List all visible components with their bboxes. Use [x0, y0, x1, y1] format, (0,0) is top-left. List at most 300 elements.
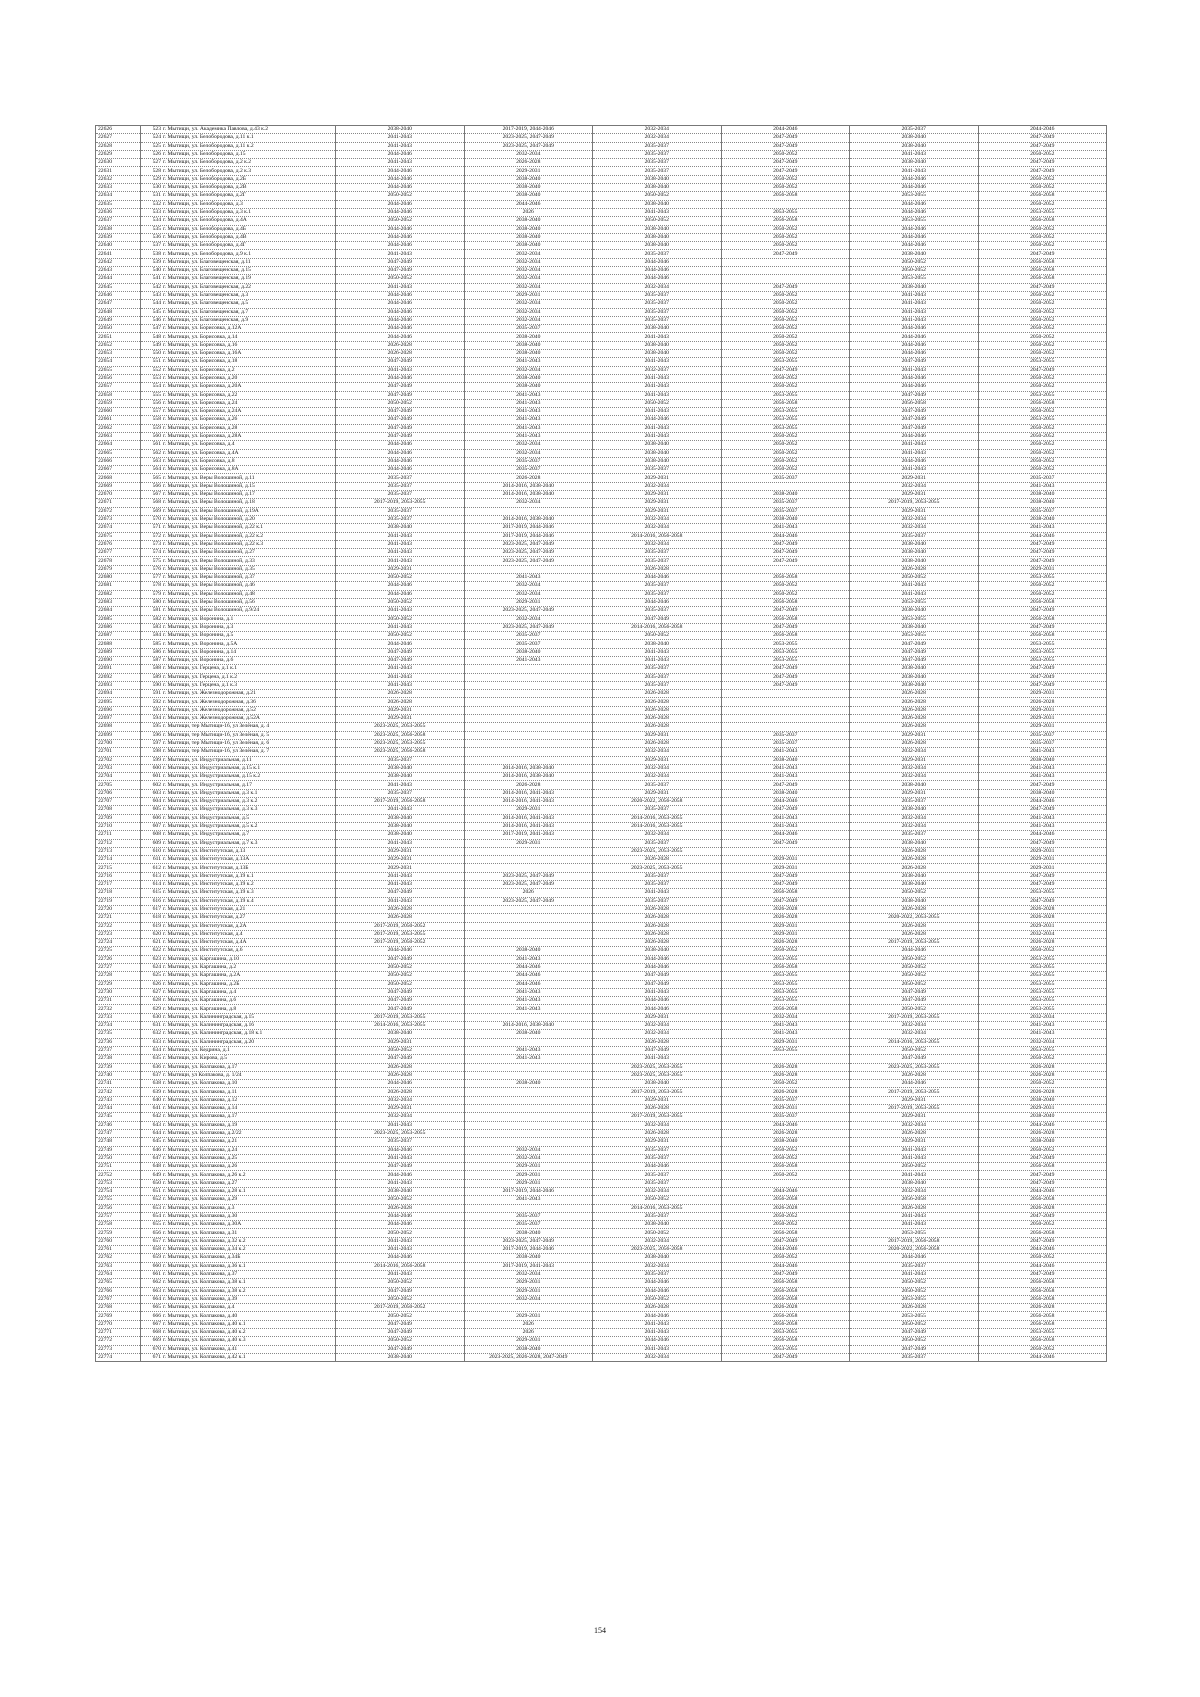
period-cell-3: 2047-2049 — [593, 1046, 722, 1054]
address-cell — [141, 267, 336, 275]
period-cell-2: 2035-2037 — [464, 640, 593, 648]
period-cell-6: 2050-2052 — [978, 1055, 1107, 1063]
period-cell-1: 2050-2052 — [336, 598, 465, 606]
record-id: 22642 — [96, 258, 141, 266]
period-cell-5: 2044-2046 — [850, 208, 979, 216]
table-row — [96, 1096, 1107, 1104]
period-cell-1: 2044-2046 — [336, 1212, 465, 1220]
period-cell-4: 2047-2049 — [721, 897, 850, 905]
address-text: г. Мытищи, ул. Борисовка, д.28А — [163, 433, 242, 440]
row-number: 524 — [152, 134, 161, 141]
period-cell-3: 2035-2037 — [593, 681, 722, 689]
period-cell-3: 2026-2028 — [593, 922, 722, 930]
address-cell — [141, 283, 336, 291]
table-row — [96, 432, 1107, 440]
address-cell — [141, 491, 336, 499]
table-row — [96, 607, 1107, 615]
row-number: 647 — [152, 1154, 161, 1161]
period-cell-3: 2026-2028 — [593, 690, 722, 698]
record-id: 22707 — [96, 798, 141, 806]
period-cell-2 — [464, 1063, 593, 1071]
period-cell-5: 2038-2040 — [850, 540, 979, 548]
period-cell-3: 2041-2043 — [593, 1345, 722, 1353]
period-cell-3: 2014-2016, 2053-2055 — [593, 814, 722, 822]
period-cell-4: 2041-2043 — [721, 748, 850, 756]
period-cell-1: 2047-2049 — [336, 657, 465, 665]
record-id: 22736 — [96, 1038, 141, 1046]
period-cell-5: 2050-2052 — [850, 574, 979, 582]
period-cell-3: 2044-2046 — [593, 275, 722, 283]
row-number: 625 — [152, 972, 161, 979]
address-text: г. Мытищи, ул. Борисовка, д.14 — [163, 333, 238, 340]
period-cell-5: 2041-2043 — [850, 1221, 979, 1229]
period-cell-4: 2029-2031 — [721, 930, 850, 938]
period-cell-5: 2053-2055 — [850, 192, 979, 200]
period-cell-4: 2047-2049 — [721, 142, 850, 150]
table-row — [96, 1146, 1107, 1154]
period-cell-4: 2050-2052 — [721, 233, 850, 241]
period-cell-2: 2038-2040 — [464, 192, 593, 200]
address-text: г. Мытищи, тер Мытищи-16, ул Зелёная, д. 5 — [163, 731, 270, 738]
period-cell-6: 2038-2040 — [978, 1096, 1107, 1104]
table-row — [96, 258, 1107, 266]
period-cell-6: 2050-2052 — [978, 1221, 1107, 1229]
address-text: г. Мытищи, ул. Колпакова, д.12 — [163, 1096, 238, 1103]
period-cell-2: 2017-2019, 2041-2043 — [464, 1262, 593, 1270]
period-cell-3: 2038-2040 — [593, 640, 722, 648]
table-row — [96, 773, 1107, 781]
address-text: г. Мытищи, ул. Железнодорожная, д.52 — [163, 706, 256, 713]
period-cell-1: 2044-2046 — [336, 1254, 465, 1262]
period-cell-1: 2041-2043 — [336, 839, 465, 847]
table-row — [96, 897, 1107, 905]
period-cell-5: 2050-2052 — [850, 1337, 979, 1345]
table-row — [96, 798, 1107, 806]
address-cell — [141, 748, 336, 756]
row-number: 667 — [152, 1320, 161, 1327]
row-number: 549 — [152, 341, 161, 348]
address-text: г. Мытищи, ул. Белобородова, д.11 к.1 — [163, 134, 254, 141]
address-text: г. Мытищи, ул. Колпакова, д.25 — [163, 1154, 238, 1161]
address-cell — [141, 756, 336, 764]
row-number: 669 — [152, 1337, 161, 1344]
table-row — [96, 1196, 1107, 1204]
period-cell-3: 2035-2037 — [593, 549, 722, 557]
period-cell-5: 2035-2037 — [850, 532, 979, 540]
table-row — [96, 939, 1107, 947]
row-number: 575 — [152, 557, 161, 564]
period-cell-3: 2041-2043 — [593, 988, 722, 996]
period-cell-6: 2047-2049 — [978, 681, 1107, 689]
period-cell-4: 2041-2043 — [721, 1022, 850, 1030]
address-cell — [141, 432, 336, 440]
repair-schedule-table — [95, 125, 1107, 1362]
address-text: г. Мытищи, ул. Белобородова, д.4Г — [163, 242, 246, 249]
period-cell-1: 2041-2043 — [336, 681, 465, 689]
record-id: 22712 — [96, 839, 141, 847]
row-number: 529 — [152, 175, 161, 182]
record-id: 22652 — [96, 341, 141, 349]
period-cell-1: 2050-2052 — [336, 1046, 465, 1054]
period-cell-2: 2029-2031 — [464, 1163, 593, 1171]
record-id: 22720 — [96, 905, 141, 913]
period-cell-5: 2032-2034 — [850, 1188, 979, 1196]
record-id: 22715 — [96, 864, 141, 872]
period-cell-1: 2050-2052 — [336, 1337, 465, 1345]
address-cell — [141, 781, 336, 789]
table-row — [96, 150, 1107, 158]
period-cell-2 — [464, 723, 593, 731]
period-cell-2 — [464, 673, 593, 681]
period-cell-2: 2029-2031 — [464, 1337, 593, 1345]
period-cell-2: 2014-2016, 2041-2043 — [464, 822, 593, 830]
period-cell-1: 2041-2043 — [336, 781, 465, 789]
address-text: г. Мытищи, ул. Индустриальная, д.7 — [163, 831, 250, 838]
address-cell — [141, 1080, 336, 1088]
period-cell-6: 2035-2037 — [978, 474, 1107, 482]
address-text: г. Мытищи, ул. Индустриальная, д.17 — [163, 781, 252, 788]
table-row — [96, 374, 1107, 382]
period-cell-2 — [464, 905, 593, 913]
period-cell-5: 2017-2019, 2053-2055 — [850, 1088, 979, 1096]
record-id: 22661 — [96, 416, 141, 424]
address-cell — [141, 1312, 336, 1320]
period-cell-4: 2026-2028 — [721, 1204, 850, 1212]
period-cell-2: 2014-2016, 2041-2043 — [464, 789, 593, 797]
address-text: г. Мытищи, ул. Веры Волошиной, д.33 — [163, 557, 255, 564]
period-cell-1: 2038-2040 — [336, 831, 465, 839]
row-number: 533 — [152, 209, 161, 216]
period-cell-5: 2041-2043 — [850, 441, 979, 449]
period-cell-5: 2044-2046 — [850, 432, 979, 440]
row-number: 545 — [152, 308, 161, 315]
period-cell-3: 2035-2037 — [593, 1270, 722, 1278]
record-id: 22765 — [96, 1279, 141, 1287]
period-cell-6: 2038-2040 — [978, 789, 1107, 797]
row-number: 562 — [152, 449, 161, 456]
period-cell-5: 2044-2046 — [850, 233, 979, 241]
period-cell-4: 2050-2052 — [721, 242, 850, 250]
period-cell-5: 2032-2034 — [850, 524, 979, 532]
row-number: 580 — [152, 599, 161, 606]
period-cell-4: 2053-2055 — [721, 640, 850, 648]
period-cell-4: 2026-2028 — [721, 1071, 850, 1079]
period-cell-4: 2047-2049 — [721, 673, 850, 681]
record-id: 22751 — [96, 1163, 141, 1171]
period-cell-6: 2050-2052 — [978, 242, 1107, 250]
record-id: 22698 — [96, 723, 141, 731]
row-number: 596 — [152, 731, 161, 738]
period-cell-2: 2041-2043 — [464, 1046, 593, 1054]
table-row — [96, 399, 1107, 407]
period-cell-6: 2029-2031 — [978, 864, 1107, 872]
period-cell-4 — [721, 706, 850, 714]
period-cell-6: 2050-2052 — [978, 233, 1107, 241]
period-cell-2: 2014-2016, 2038-2040 — [464, 764, 593, 772]
row-number: 629 — [152, 1005, 161, 1012]
period-cell-4: 2047-2049 — [721, 781, 850, 789]
period-cell-5: 2050-2052 — [850, 1163, 979, 1171]
address-text: г. Мытищи, ул. Калининградская, д.20 — [163, 1038, 255, 1045]
address-cell — [141, 457, 336, 465]
row-number: 532 — [152, 200, 161, 207]
period-cell-4: 2047-2049 — [721, 872, 850, 880]
period-cell-5: 2038-2040 — [850, 673, 979, 681]
period-cell-4: 2035-2037 — [721, 474, 850, 482]
period-cell-5: 2032-2034 — [850, 748, 979, 756]
table-row — [96, 856, 1107, 864]
row-number: 638 — [152, 1080, 161, 1087]
period-cell-5: 2041-2043 — [850, 308, 979, 316]
address-text: г. Мытищи, ул. Колпакова, д.27 — [163, 1179, 238, 1186]
address-text: г. Мытищи, ул. Благовещенская, д.7 — [163, 308, 249, 315]
period-cell-6: 2047-2049 — [978, 1212, 1107, 1220]
period-cell-6: 2056-2058 — [978, 258, 1107, 266]
row-number: 653 — [152, 1204, 161, 1211]
period-cell-6: 2026-2028 — [978, 939, 1107, 947]
period-cell-6: 2056-2058 — [978, 1295, 1107, 1303]
table-row — [96, 789, 1107, 797]
table-row — [96, 1204, 1107, 1212]
period-cell-6: 2053-2055 — [978, 391, 1107, 399]
period-cell-4: 2056-2058 — [721, 1005, 850, 1013]
table-row — [96, 930, 1107, 938]
period-cell-3: 2038-2040 — [593, 242, 722, 250]
table-row — [96, 1295, 1107, 1303]
address-text: г. Мытищи, ул. Веры Волошиной, д.46 — [163, 582, 255, 589]
record-id: 22713 — [96, 847, 141, 855]
period-cell-2 — [464, 739, 593, 747]
record-id: 22704 — [96, 773, 141, 781]
period-cell-1: 2047-2049 — [336, 1329, 465, 1337]
period-cell-3: 2014-2016, 2053-2055 — [593, 822, 722, 830]
period-cell-4: 2035-2037 — [721, 499, 850, 507]
period-cell-5: 2047-2049 — [850, 391, 979, 399]
record-id: 22745 — [96, 1113, 141, 1121]
period-cell-2: 2032-2034 — [464, 275, 593, 283]
period-cell-3: 2032-2034 — [593, 1237, 722, 1245]
period-cell-5: 2038-2040 — [850, 881, 979, 889]
period-cell-1: 2017-2019, 2050-2052 — [336, 1304, 465, 1312]
table-row — [96, 1138, 1107, 1146]
address-cell — [141, 1138, 336, 1146]
period-cell-1: 2050-2052 — [336, 1295, 465, 1303]
address-cell — [141, 532, 336, 540]
record-id: 22645 — [96, 283, 141, 291]
address-text: г. Мытищи, ул. Борисовка, д.12А — [163, 325, 242, 332]
address-text: г. Мытищи, ул. Колпакова, д.40 — [163, 1312, 238, 1319]
record-id: 22714 — [96, 856, 141, 864]
period-cell-6: 2050-2052 — [978, 350, 1107, 358]
row-number: 664 — [152, 1295, 161, 1302]
period-cell-4: 2035-2037 — [721, 731, 850, 739]
address-text: г. Мытищи, ул. Колпакова, д.41 — [163, 1345, 238, 1352]
address-text: г. Мытищи, ул. Благовещенская, д.5 — [163, 300, 249, 307]
period-cell-2: 2026 — [464, 1329, 593, 1337]
table-row — [96, 1279, 1107, 1287]
address-cell — [141, 482, 336, 490]
address-cell — [141, 1179, 336, 1187]
table-row — [96, 1304, 1107, 1312]
record-id: 22706 — [96, 789, 141, 797]
period-cell-5: 2038-2040 — [850, 839, 979, 847]
table-row — [96, 1179, 1107, 1187]
table-row — [96, 1270, 1107, 1278]
row-number: 652 — [152, 1196, 161, 1203]
period-cell-5: 2029-2031 — [850, 1096, 979, 1104]
period-cell-1: 2029-2031 — [336, 565, 465, 573]
record-id: 22724 — [96, 939, 141, 947]
period-cell-5: 2038-2040 — [850, 665, 979, 673]
address-text: г. Мытищи, ул. Институтская, д.13 — [163, 847, 246, 854]
period-cell-4: 2026-2028 — [721, 939, 850, 947]
record-id: 22767 — [96, 1295, 141, 1303]
period-cell-1: 2047-2049 — [336, 1345, 465, 1353]
period-cell-4: 2053-2055 — [721, 408, 850, 416]
address-text: г. Мытищи, ул. Белобородова, д.4В — [163, 233, 247, 240]
period-cell-5: 2029-2031 — [850, 491, 979, 499]
record-id: 22734 — [96, 1022, 141, 1030]
period-cell-5: 2041-2043 — [850, 1154, 979, 1162]
period-cell-3: 2035-2037 — [593, 590, 722, 598]
period-cell-1: 2026-2028 — [336, 1204, 465, 1212]
period-cell-4: 2047-2049 — [721, 681, 850, 689]
period-cell-2: 2038-2040 — [464, 1345, 593, 1353]
address-cell — [141, 773, 336, 781]
address-cell — [141, 1121, 336, 1129]
period-cell-2 — [464, 1129, 593, 1137]
period-cell-1: 2038-2040 — [336, 1030, 465, 1038]
period-cell-2 — [464, 1304, 593, 1312]
address-text: г. Мытищи, ул. Белобородова, д.2Б — [163, 175, 246, 182]
address-text: г. Мытищи, ул. Белобородова, д.9 к.1 — [163, 250, 252, 257]
period-cell-3: 2035-2037 — [593, 316, 722, 324]
table-row — [96, 598, 1107, 606]
period-cell-2: 2038-2040 — [464, 175, 593, 183]
period-cell-2: 2038-2040 — [464, 947, 593, 955]
period-cell-5: 2044-2046 — [850, 383, 979, 391]
period-cell-2: 2023-2025, 2026-2028, 2047-2049 — [464, 1353, 593, 1361]
row-number: 574 — [152, 549, 161, 556]
period-cell-2: 2023-2025, 2047-2049 — [464, 549, 593, 557]
address-cell — [141, 997, 336, 1005]
table-row — [96, 549, 1107, 557]
address-text: г. Мытищи, ул. Калининградская, д.16 — [163, 1022, 255, 1029]
period-cell-2: 2026-2028 — [464, 474, 593, 482]
period-cell-3: 2038-2040 — [593, 1254, 722, 1262]
period-cell-4: 2050-2052 — [721, 449, 850, 457]
record-id: 22694 — [96, 690, 141, 698]
address-cell — [141, 814, 336, 822]
period-cell-5: 2029-2031 — [850, 789, 979, 797]
period-cell-6: 2047-2049 — [978, 839, 1107, 847]
address-text: г. Мытищи, ул. Борисовка, д.4А — [163, 449, 239, 456]
period-cell-6: 2026-2028 — [978, 914, 1107, 922]
period-cell-4: 2047-2049 — [721, 250, 850, 258]
period-cell-5: 2032-2034 — [850, 773, 979, 781]
period-cell-2 — [464, 847, 593, 855]
period-cell-6: 2047-2049 — [978, 1171, 1107, 1179]
period-cell-2: 2041-2043 — [464, 988, 593, 996]
address-text: г. Мытищи, ул. Воронина, д.6 — [163, 657, 234, 664]
address-text: г. Мытищи, ул. Веры Волошиной, д.19А — [163, 507, 259, 514]
period-cell-1: 2038-2040 — [336, 1353, 465, 1361]
period-cell-2: 2032-2034 — [464, 1154, 593, 1162]
row-number: 651 — [152, 1188, 161, 1195]
period-cell-6: 2044-2046 — [978, 831, 1107, 839]
table-row — [96, 424, 1107, 432]
period-cell-5: 2038-2040 — [850, 806, 979, 814]
period-cell-4: 2032-2034 — [721, 1013, 850, 1021]
period-cell-6: 2050-2052 — [978, 383, 1107, 391]
record-id: 22739 — [96, 1063, 141, 1071]
address-cell — [141, 598, 336, 606]
period-cell-3: 2029-2031 — [593, 1096, 722, 1104]
row-number: 619 — [152, 922, 161, 929]
address-text: г. Мытищи, ул. Белобородова, д.11 к.2 — [163, 142, 254, 149]
row-number: 550 — [152, 350, 161, 357]
period-cell-5: 2050-2052 — [850, 1287, 979, 1295]
period-cell-4: 2056-2058 — [721, 217, 850, 225]
period-cell-1: 2050-2052 — [336, 275, 465, 283]
address-text: г. Мытищи, ул. Борисовка, д.28 — [163, 424, 238, 431]
row-number: 635 — [152, 1055, 161, 1062]
period-cell-6: 2056-2058 — [978, 1337, 1107, 1345]
period-cell-1: 2050-2052 — [336, 1312, 465, 1320]
address-text: г. Мытищи, ул. Борисовка, д.8 — [163, 457, 235, 464]
period-cell-6: 2053-2055 — [978, 988, 1107, 996]
table-row — [96, 507, 1107, 515]
period-cell-5: 2038-2040 — [850, 549, 979, 557]
period-cell-4: 2038-2040 — [721, 1138, 850, 1146]
period-cell-1: 2026-2028 — [336, 1088, 465, 1096]
period-cell-6: 2056-2058 — [978, 598, 1107, 606]
address-cell — [141, 988, 336, 996]
period-cell-1: 2044-2046 — [336, 1171, 465, 1179]
record-id: 22674 — [96, 524, 141, 532]
table-row — [96, 184, 1107, 192]
table-row — [96, 881, 1107, 889]
address-text: г. Мытищи, ул. Белобородова, д.2 к.3 — [163, 167, 252, 174]
address-cell — [141, 839, 336, 847]
address-cell — [141, 972, 336, 980]
period-cell-1: 2047-2049 — [336, 432, 465, 440]
table-row — [96, 905, 1107, 913]
period-cell-2: 2014-2016, 2038-2040 — [464, 773, 593, 781]
period-cell-4: 2047-2049 — [721, 806, 850, 814]
period-cell-3: 2032-2034 — [593, 831, 722, 839]
period-cell-6: 2053-2055 — [978, 1046, 1107, 1054]
period-cell-1: 2047-2049 — [336, 955, 465, 963]
period-cell-3: 2035-2037 — [593, 665, 722, 673]
row-number: 633 — [152, 1038, 161, 1045]
period-cell-2: 2038-2040 — [464, 383, 593, 391]
row-number: 661 — [152, 1271, 161, 1278]
address-text: г. Мытищи, ул. Веры Волошиной, д.15 — [163, 482, 255, 489]
period-cell-6: 2044-2046 — [978, 1353, 1107, 1361]
period-cell-5: 2041-2043 — [850, 1146, 979, 1154]
row-number: 646 — [152, 1146, 161, 1153]
period-cell-1: 2035-2037 — [336, 515, 465, 523]
period-cell-1: 2041-2043 — [336, 1270, 465, 1278]
period-cell-2: 2032-2034 — [464, 449, 593, 457]
period-cell-4: 2041-2043 — [721, 764, 850, 772]
period-cell-4: 2053-2055 — [721, 657, 850, 665]
period-cell-1: 2047-2049 — [336, 1320, 465, 1328]
record-id: 22774 — [96, 1353, 141, 1361]
row-number: 623 — [152, 955, 161, 962]
row-number: 525 — [152, 142, 161, 149]
